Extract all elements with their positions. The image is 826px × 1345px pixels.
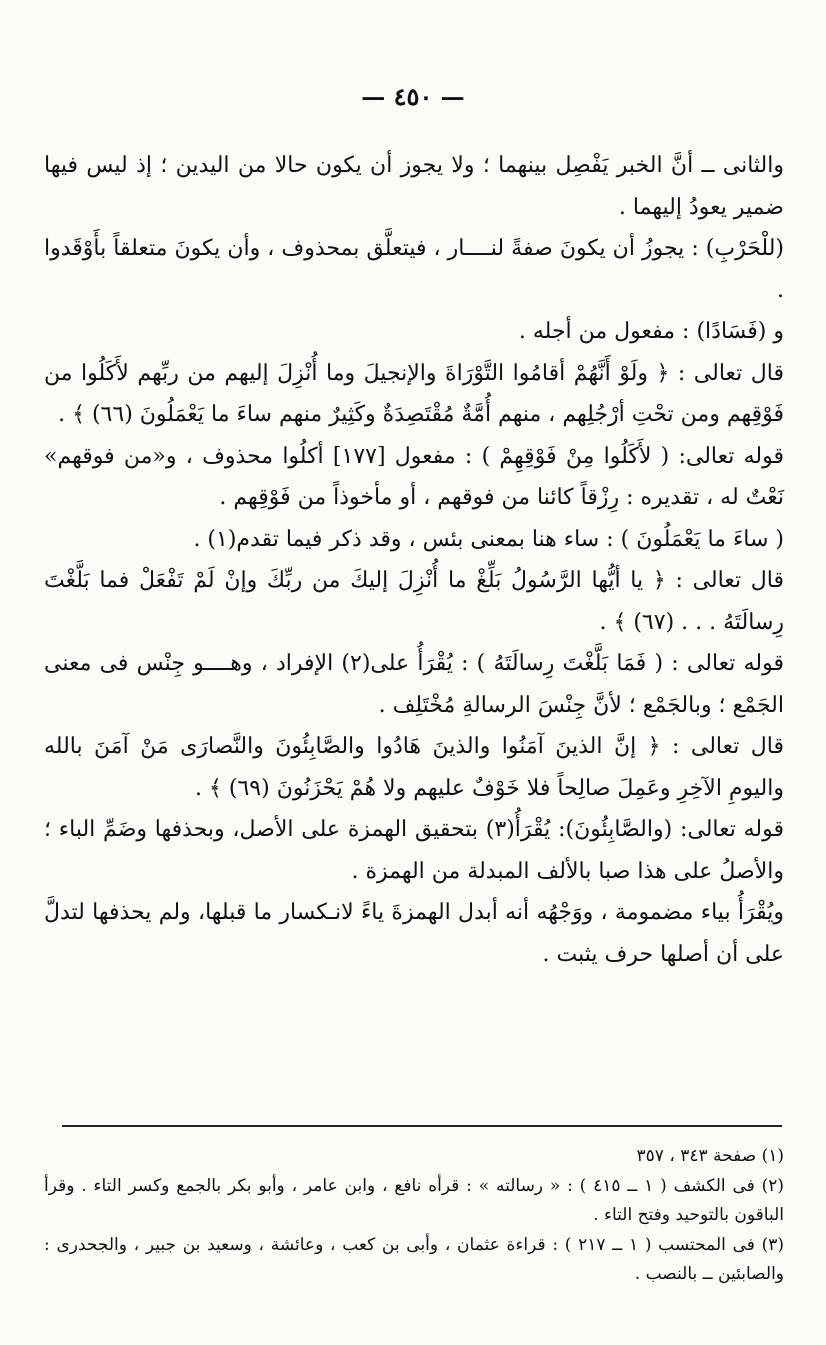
paragraph-11: ويُقْرَأُ بياء مضمومة ، ووَجْهُه أنه أبدل الهمزةَ ياءً لانـكسار ما قبلها، ولم يحذفها لتدلَّ على أن أصلها حرف يثبت . bbox=[44, 900, 784, 967]
footnote-divider bbox=[62, 1125, 782, 1127]
page-number: — ٤٥٠ — bbox=[361, 82, 465, 111]
footnotes bbox=[44, 1142, 784, 1290]
paragraph-3: و (فَسَادًا) : مفعول من أجله . bbox=[518, 319, 784, 344]
paragraph-1: والثانى ــ أنَّ الخبر يَفْصِل بينهما ؛ ولا يجوز أن يكون حالا من اليدين ؛ إذ ليس فيها ضمير يعودُ إليهما . bbox=[44, 153, 784, 220]
main-text bbox=[44, 145, 784, 975]
footnote-3: (٣) فى المحتسب ( ١ ــ ٢١٧ ) : قراءة عثمان ، وأبى بن كعب ، وعائشة ، وسعيد بن جبير ، والجحدرى : والصابئين ــ بالنصب . bbox=[44, 1234, 785, 1284]
paragraph-6: ( ساءَ ما يَعْمَلُونَ ) : ساء هنا بمعنى بئس ، وقد ذكر فيما تقدم(١) . bbox=[193, 526, 784, 552]
paragraph-7: قال تعالى : ﴿ يا أيُّها الرَّسُولُ بَلِّغْ ما أُنْزِلَ إليكَ من ربِّكَ وإنْ لَمْ تَفْعَلْ فما بَلَّغْتَ رِسالَتَهُ . . . (٦٧) ﴾ . bbox=[44, 568, 784, 635]
paragraph-4: قال تعالى : ﴿ ولَوْ أَنَّهُمْ أقامُوا التَّوْرَاةَ والإنجيلَ وما أُنْزِلَ إليهم من ربِّهم لأَكَلُوا من فَوْقِهم ومن تحْتِ أرْجُلِهم ، منهم أُمَّةٌ مُقْتَصِدَةٌ وكَثِيرٌ منهم ساءَ ما يَعْمَلُونَ (٦٦) ﴾ . bbox=[44, 360, 784, 427]
paragraph-2: (للْحَرْبِ) : يجوزُ أن يكونَ صفةً لنــــار ، فيتعلَّق بمحذوف ، وأن يكونَ متعلقاً بأَوْقَدوا . bbox=[44, 236, 784, 303]
paragraph-8: قوله تعالى : ( فَمَا بَلَّغْتَ رِسالَتَهُ ) : يُقْرَأُ على(٢) الإفراد ، وهــــو جِنْس فى معنى الجَمْع ؛ وبالجَمْع ؛ لأنَّ جِنْسَ الرسالةِ مُخْتَلِف . bbox=[44, 651, 784, 718]
paragraph-5: قوله تعالى: ( لأَكَلُوا مِنْ فَوْقِهِمْ ) : مفعول [١٧٧] أكلُوا محذوف ، و«من فوقهم» نَعْتٌ له ، تقديره : رِزْقاً كائنا من فوقهم ، أو مأخوذاً من فَوْقِهم . bbox=[44, 443, 784, 510]
paragraph-10: قوله تعالى: (والصَّابِئُونَ): يُقْرَأُ(٣) بتحقيق الهمزة على الأصل، وبحذفها وضَمِّ الباء ؛ والأصلُ على هذا صبا بالألف المبدلة من الهمزة . bbox=[44, 817, 784, 884]
footnote-2: (٢) فى الكشف ( ١ ــ ٤١٥ ) : « رسالته » : قرأه نافع ، وابن عامر ، وأبو بكر بالجمع وكسر التاء . وقرأ الباقون بالتوحيد وفتح التاء . bbox=[44, 1175, 784, 1225]
paragraph-9: قال تعالى : ﴿ إنَّ الذينَ آمَنُوا والذينَ هَادُوا والصَّابِئُونَ والنَّصارَى مَنْ آمَنَ بالله واليومِ الآخِرِ وعَمِلَ صالِحاً فلا خَوْفٌ عليهم ولا هُمْ يَحْزَنُونَ (٦٩) ﴾ . bbox=[44, 734, 784, 801]
footnote-1: (١) صفحة ٣٤٣ ، ٣٥٧ bbox=[636, 1146, 784, 1166]
